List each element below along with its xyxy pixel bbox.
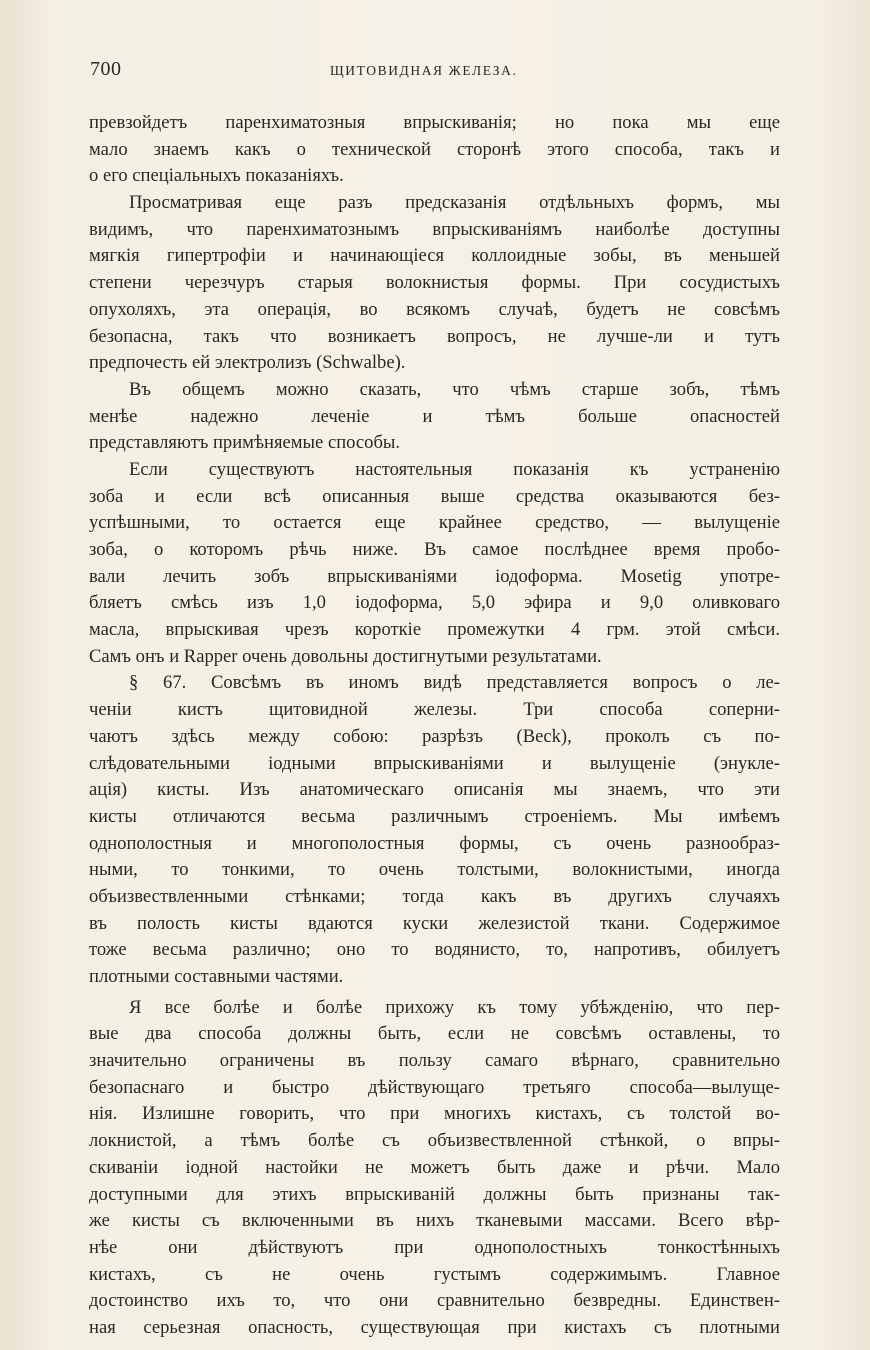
- page-number: 700: [90, 58, 122, 80]
- text-line: локнистой, а тѣмъ болѣе съ объизвествленной стѣнкой, о впры-: [89, 1130, 780, 1152]
- page-header: [90, 58, 780, 88]
- text-line: успѣшными, то остается еще крайнее средство, — вылущеніе: [89, 512, 780, 534]
- text-line: ація) кисты. Изъ анатомическаго описанія мы знаемъ, что эти: [89, 779, 780, 801]
- text-line: Въ общемъ можно сказать, что чѣмъ старше зобъ, тѣмъ: [129, 378, 780, 400]
- text-line: зоба, о которомъ рѣчь ниже. Въ самое послѣднее время пробо-: [89, 539, 780, 560]
- text-line: кисты отличаются весьма различнымъ строеніемъ. Мы имѣемъ: [89, 805, 780, 827]
- text-line: скиваніи іодной настойки не можетъ быть даже и рѣчи. Мало: [89, 1156, 780, 1178]
- text-line: степени черезчуръ старыя волокнистыя формы. При сосудистыхъ: [89, 272, 780, 294]
- text-line: § 67. Совсѣмъ въ иномъ видѣ представляется вопросъ о ле-: [129, 672, 780, 694]
- text-line: чаютъ здѣсь между собою: разрѣзъ (Beck), проколъ съ по-: [89, 725, 780, 747]
- running-title: ЩИТОВИДНАЯ ЖЕЛЕЗА.: [330, 63, 518, 78]
- text-line: бляетъ смѣсь изъ 1,0 іодоформа, 5,0 эфира и 9,0 оливковаго: [89, 592, 780, 614]
- text-line: нѣе они дѣйствуютъ при однополостныхъ тонкостѣнныхъ: [89, 1236, 780, 1258]
- text-line: мягкія гипертрофіи и начинающіеся коллоидные зобы, въ меньшей: [89, 245, 780, 267]
- text-line: доступными для этихъ впрыскиваній должны быть признаны так-: [89, 1183, 780, 1205]
- text-line: представляютъ примѣняемые способы.: [89, 432, 401, 454]
- text-line: ченіи кистъ щитовидной железы. Три способа соперни-: [89, 699, 780, 721]
- text-line: безопаснаго и быстро дѣйствующаго третьяго способа—вылуще-: [89, 1076, 780, 1098]
- text-line: о его спеціальныхъ показаніяхъ.: [89, 165, 344, 187]
- body-text: [89, 110, 780, 1342]
- text-line: Я все болѣе и болѣе прихожу къ тому убѣжденію, что пер-: [129, 996, 780, 1018]
- text-line: видимъ, что паренхиматознымъ впрыскиваніямъ наиболѣе доступны: [89, 218, 780, 240]
- text-line: же кисты съ включенными въ нихъ тканевыми массами. Всего вѣр-: [89, 1210, 780, 1232]
- text-line: зоба и если всѣ описанныя выше средства оказываются без-: [89, 485, 780, 507]
- text-line: кистахъ, съ не очень густымъ содержимымъ. Главное: [89, 1263, 780, 1285]
- text-line: тоже весьма различно; оно то водянисто, то, напротивъ, обилуетъ: [89, 939, 780, 961]
- text-line: Если существуютъ настоятельныя показанія къ устраненію: [129, 458, 780, 480]
- text-line: ными, то тонкими, то очень толстыми, волокнистыми, иногда: [89, 859, 780, 881]
- text-line: мало знаемъ какъ о технической сторонѣ этого способа, такъ и: [89, 138, 780, 160]
- text-line: значительно ограничены въ пользу самаго вѣрнаго, сравнительно: [89, 1050, 780, 1072]
- text-line: Просматривая еще разъ предсказанія отдѣльныхъ формъ, мы: [129, 192, 780, 214]
- text-line: превзойдетъ паренхиматозныя впрыскиванія; но пока мы еще: [89, 112, 780, 133]
- text-line: достоинство ихъ то, что они сравнительно безвредны. Единствен-: [89, 1290, 780, 1312]
- text-line: Самъ онъ и Rapper очень довольны достигнутыми результатами.: [89, 645, 602, 667]
- text-line: ная серьезная опасность, существующая при кистахъ съ плотными: [89, 1316, 780, 1338]
- text-line: опухоляхъ, эта операція, во всякомъ случаѣ, будетъ не совсѣмъ: [89, 298, 780, 320]
- text-line: однополостныя и многополостныя формы, съ очень разнообраз-: [89, 832, 780, 854]
- text-line: масла, впрыскивая чрезъ короткіе промежутки 4 грм. этой смѣси.: [89, 619, 780, 641]
- text-line: вые два способа должны быть, если не совсѣмъ оставлены, то: [89, 1023, 780, 1045]
- text-line: менѣе надежно леченіе и тѣмъ больше опасностей: [89, 405, 780, 427]
- text-line: предпочесть ей электролизъ (Schwalbe).: [89, 352, 406, 374]
- text-line: безопасна, такъ что возникаетъ вопросъ, не лучше-ли и тутъ: [89, 325, 780, 347]
- text-line: плотными составными частями.: [89, 966, 344, 987]
- text-line: объизвествленными стѣнками; тогда какъ въ другихъ случаяхъ: [89, 885, 780, 907]
- text-line: въ полость кисты вдаются куски железистой ткани. Содержимое: [89, 912, 780, 934]
- text-line: слѣдовательными іодными впрыскиваніями и вылущеніе (энукле-: [89, 752, 780, 774]
- text-line: нія. Излишне говорить, что при многихъ кистахъ, съ толстой во-: [89, 1103, 780, 1125]
- text-line: вали лечить зобъ впрыскиваніями іодоформа. Mosetig употре-: [89, 565, 780, 587]
